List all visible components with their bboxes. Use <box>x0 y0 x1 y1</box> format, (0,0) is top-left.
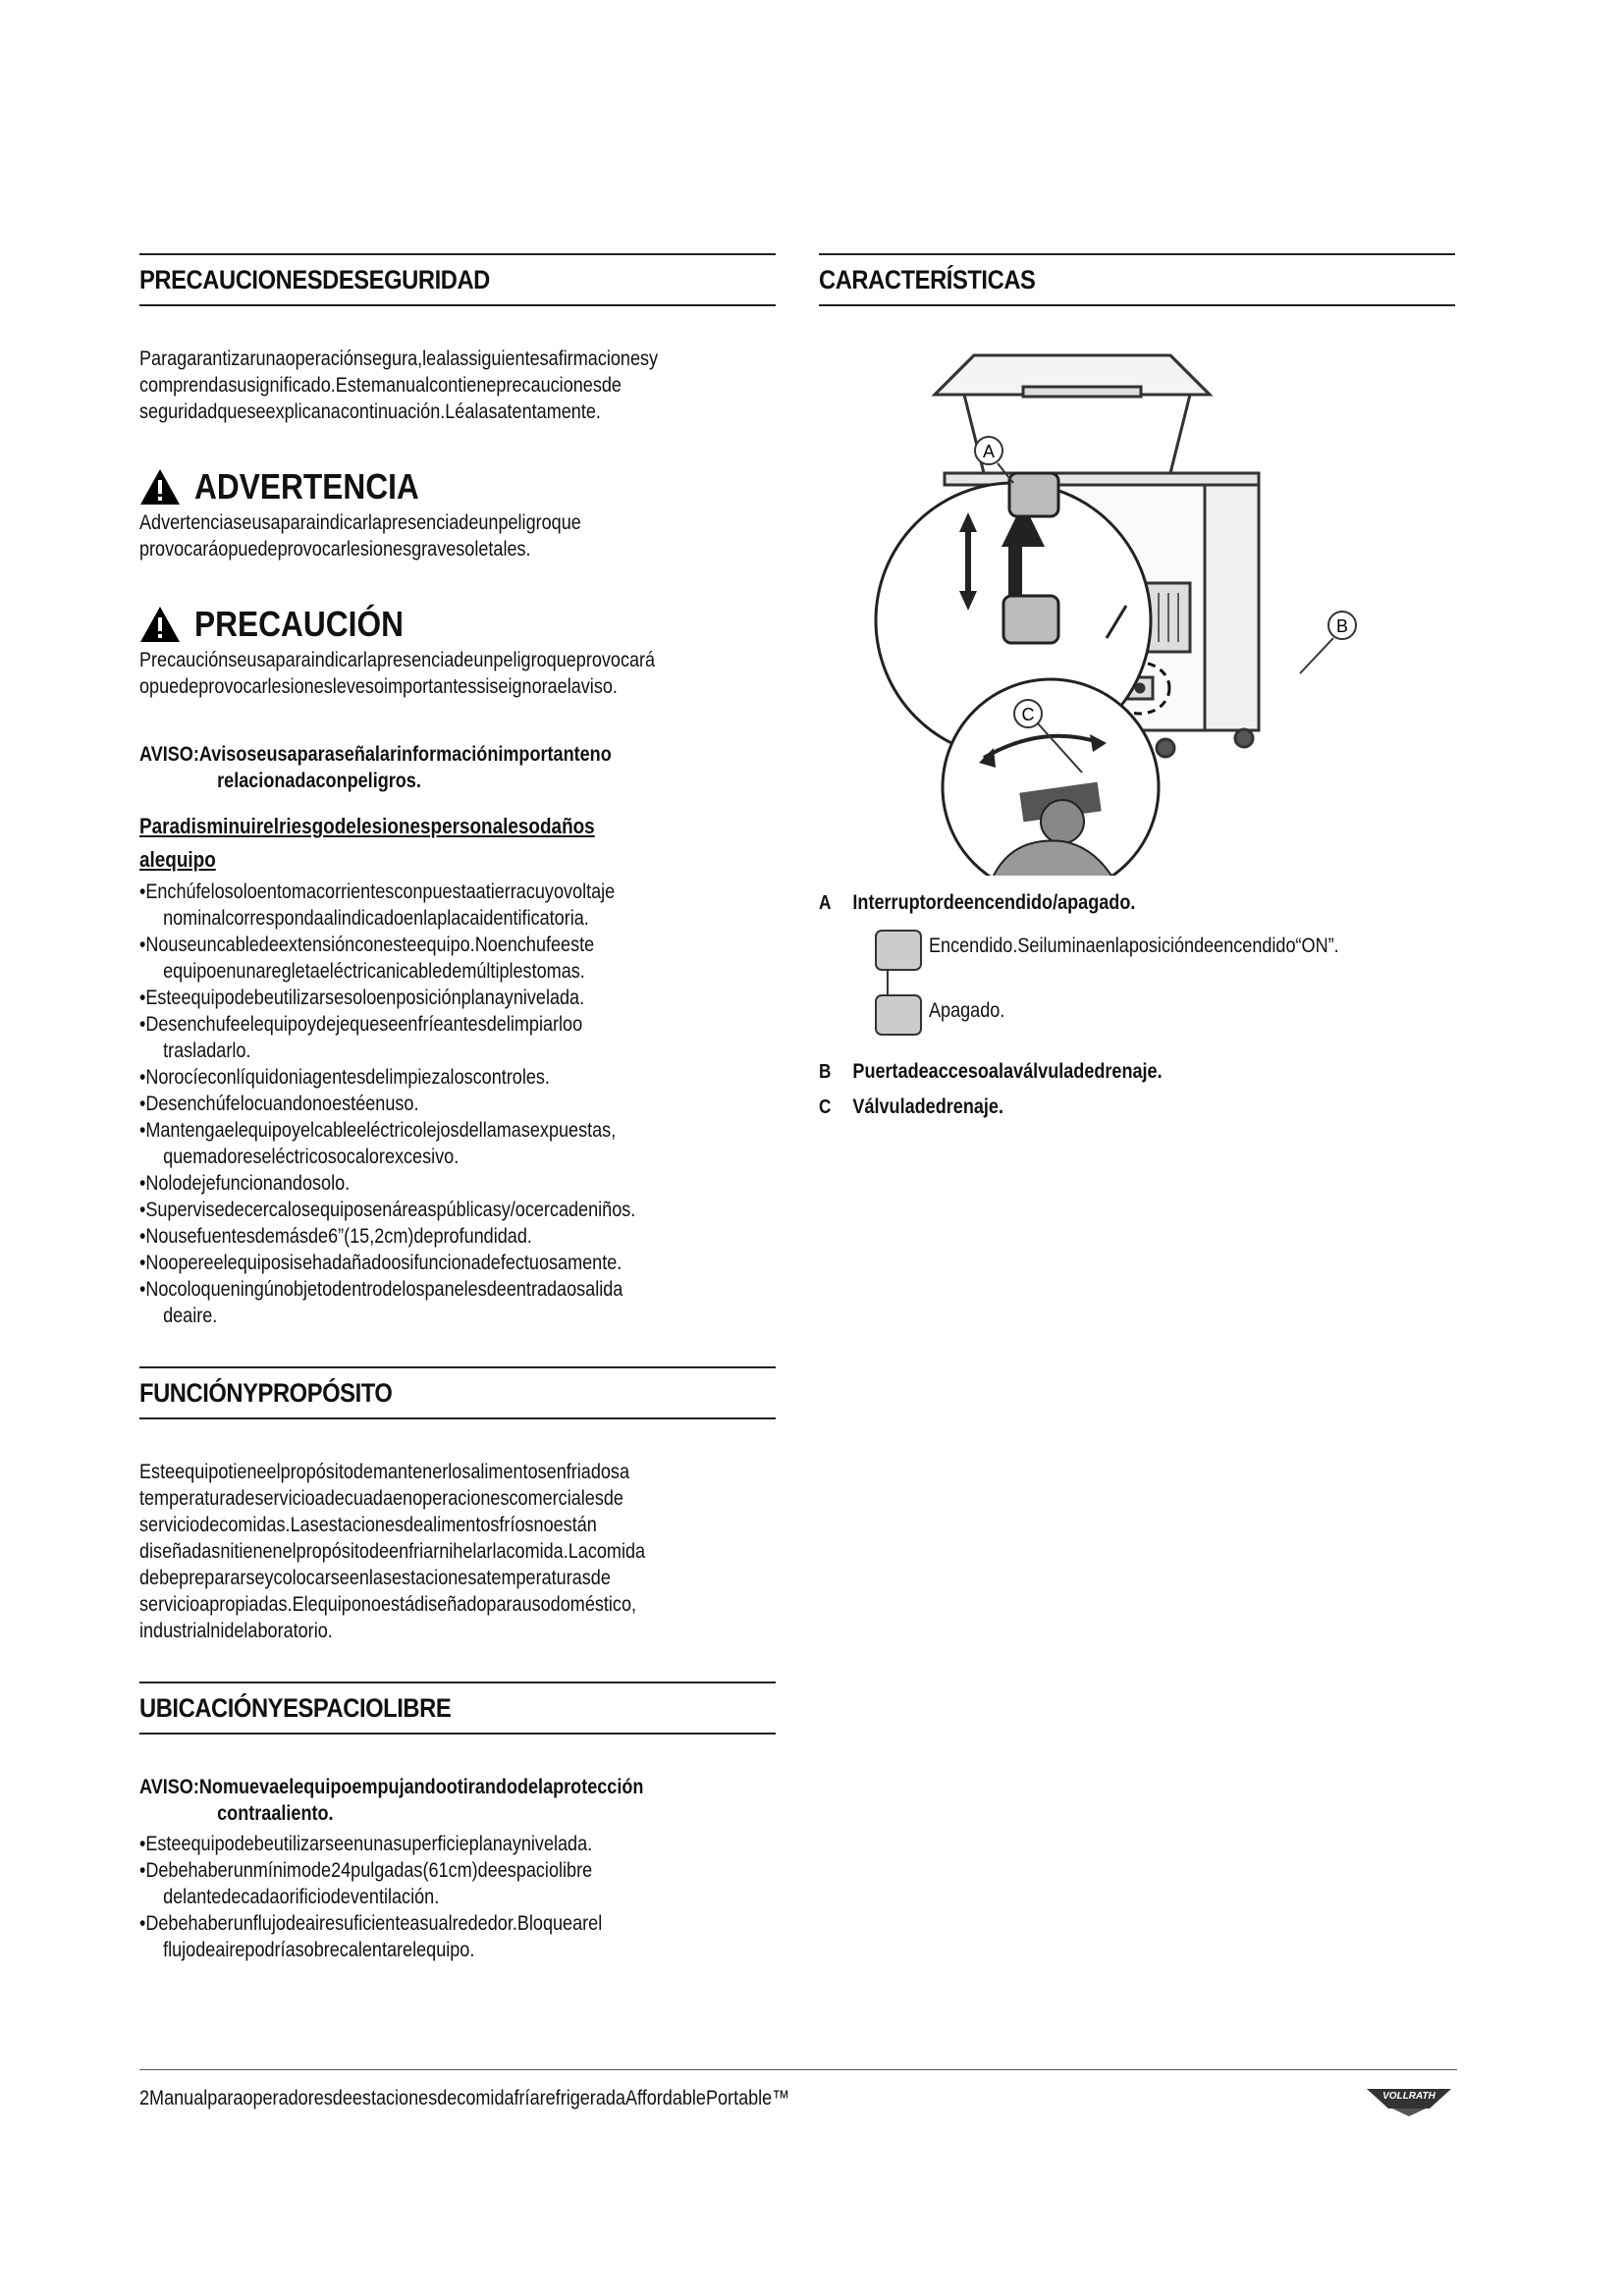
intro-line: Paragarantizarunaoperaciónsegura,lealassiguientesafirmacionesy <box>139 347 659 370</box>
legend-item-c: C Válvuladedrenaje. <box>819 1095 1003 1118</box>
caution-title: PRECAUCIÓN <box>194 604 404 644</box>
warning-text: Advertenciaseusaparaindicarlapresenciadeunpeligroque <box>139 511 581 534</box>
vollrath-logo-text: VOLLRATH <box>1382 2091 1435 2102</box>
callout-c-label: C <box>1021 705 1035 724</box>
list-item: •Nocoloqueningúnobjetodentrodelospanelesdeentradaosalida deaire. <box>139 1278 623 1327</box>
switch-states <box>870 927 1455 1044</box>
list-item: •Nolodejefuncionandosolo. <box>139 1172 351 1195</box>
safety-section-header <box>139 253 776 306</box>
switch-on-text: Encendido.Seiluminaenlaposicióndeencendido“ON”. <box>929 934 1339 957</box>
intro-line: seguridadqueseexplicanacontinuación.Léalasatentamente. <box>139 400 601 423</box>
switch-off-text: Apagado. <box>929 999 1005 1022</box>
list-item: •Nousefuentesdemásde6”(15,2cm)deprofundidad. <box>139 1225 532 1248</box>
list-item: •Norocíeconlíquidoniagentesdelimpiezaloscontroles. <box>139 1066 550 1089</box>
notice-line: contraaliento. <box>217 1802 334 1825</box>
caution-triangle-icon <box>139 606 181 643</box>
risk-heading-line: Paradisminuirelriesgodelesionespersonalesodaños <box>139 814 595 838</box>
list-item: •Mantengaelequipoyelcableeléctricolejosdellamasexpuestas, quemadoreseléctricosocalorexcesivo. <box>139 1119 617 1168</box>
notice-line: AVISO:Nomuevaelequipoempujandootirandodelaprotección <box>139 1776 644 1798</box>
valve-magnifier <box>943 679 1159 876</box>
features-legend <box>819 889 1455 1121</box>
right-column <box>819 253 1455 1121</box>
function-line: Esteequipotieneelpropósitodemantenerlosalimentosenfriadosa <box>139 1461 629 1483</box>
function-line: debeprepararseycolocarseenlasestacionesatemperaturasde <box>139 1567 611 1589</box>
features-section-header <box>819 253 1455 306</box>
safety-bullet-list <box>139 879 776 1329</box>
list-item: •Debehaberunflujodeairesuficienteasualrededor.Bloquearel flujodeairepodríasobrecalentarelequipo. <box>139 1912 603 1961</box>
function-title: FUNCIÓNYPROPÓSITO <box>139 1377 393 1408</box>
intro-line: comprendasusignificado.Estemanualcontieneprecaucionesde <box>139 374 622 397</box>
caution-text: Precauciónseusaparaindicarlapresenciadeunpeligroqueprovocará <box>139 649 656 671</box>
notice-block <box>139 741 776 794</box>
list-item: •Noopereelequiposisehadañadoosifuncionadefectuosamente. <box>139 1252 623 1274</box>
location-notice <box>139 1774 776 1827</box>
warning-block <box>139 464 776 562</box>
notice-line: relacionadaconpeligros. <box>217 770 421 792</box>
safety-title: PRECAUCIONESDESEGURIDAD <box>139 264 490 294</box>
list-item: •Desenchúfelocuandonoestéenuso. <box>139 1093 419 1115</box>
function-body <box>139 1459 776 1644</box>
safety-intro <box>139 346 776 425</box>
location-section-header <box>139 1682 776 1735</box>
risk-heading <box>139 812 776 875</box>
caution-text: opuedeprovocarlesioneslevesoimportantessiseignoraelaviso. <box>139 675 618 698</box>
footer-text: 2ManualparaoperadoresdeestacionesdecomidafríarefrigeradaAffordablePortable™ <box>139 2087 790 2109</box>
list-item: •Enchúfelosoloentomacorrientesconpuestaatierracuyovoltaje nominalcorrespondaalindicadoenlaplacaidentificatoria. <box>139 881 616 930</box>
function-line: diseñadasnitienenelpropósitodeenfriarnihelarlacomida.Lacomida <box>139 1540 646 1563</box>
features-title: CARACTERÍSTICAS <box>819 264 1036 294</box>
location-bullet-list <box>139 1831 776 1963</box>
legend-item-a: A Interruptordeencendido/apagado. <box>819 891 1136 914</box>
callout-a-label: A <box>982 442 996 461</box>
callout-b-label: B <box>1335 616 1349 636</box>
list-item: •Debehaberunmínimode24pulgadas(61cm)deespaciolibre delantedecadaorificiodeventilación. <box>139 1859 593 1908</box>
list-item: •Esteequipodebeutilizarsesoloenposiciónplanaynivelada. <box>139 987 585 1009</box>
legend-item-b: B Puertadeaccesoalaválvuladedrenaje. <box>819 1060 1163 1083</box>
left-column <box>139 253 776 1963</box>
warning-triangle-icon <box>139 468 181 506</box>
function-line: servicioapropiadas.Elequiponoestádiseñadoparausodoméstico, <box>139 1593 637 1616</box>
function-line: temperaturadeservicioadecuadaenoperacionescomercialesde <box>139 1487 623 1510</box>
vollrath-logo <box>1365 2079 1453 2118</box>
function-line: serviciodecomidas.Lasestacionesdealimentosfríosnoestán <box>139 1514 597 1536</box>
notice-line: AVISO:Avisoseusaparaseñalarinformaciónimportanteno <box>139 743 612 766</box>
warning-title: ADVERTENCIA <box>194 466 419 507</box>
list-item: •Desenchufeelequipoydejequeseenfríeantesdelimpiarloo trasladarlo. <box>139 1013 583 1062</box>
location-title: UBICACIÓNYESPACIOLIBRE <box>139 1692 452 1723</box>
list-item: •Nouseuncabledeextensiónconesteequipo.Noenchufeeste equipoenunaregletaeléctricanicabledemúltiplestomas. <box>139 934 595 983</box>
footer-divider <box>139 2069 1457 2070</box>
risk-heading-line: alequipo <box>139 847 216 872</box>
list-item: •Supervisedecercalosequiposenáreaspúblicasy/ocercadeniños. <box>139 1199 636 1221</box>
caution-block <box>139 602 776 700</box>
list-item: •Esteequipodebeutilizarseenunasuperficieplanaynivelada. <box>139 1833 593 1855</box>
function-section-header <box>139 1366 776 1419</box>
warning-text: provocaráopuedeprovocarlesionesgravesoletales. <box>139 538 531 561</box>
equipment-diagram <box>866 326 1416 876</box>
function-line: industrialnidelaboratorio. <box>139 1620 333 1642</box>
switch-state-icon <box>870 927 929 1044</box>
